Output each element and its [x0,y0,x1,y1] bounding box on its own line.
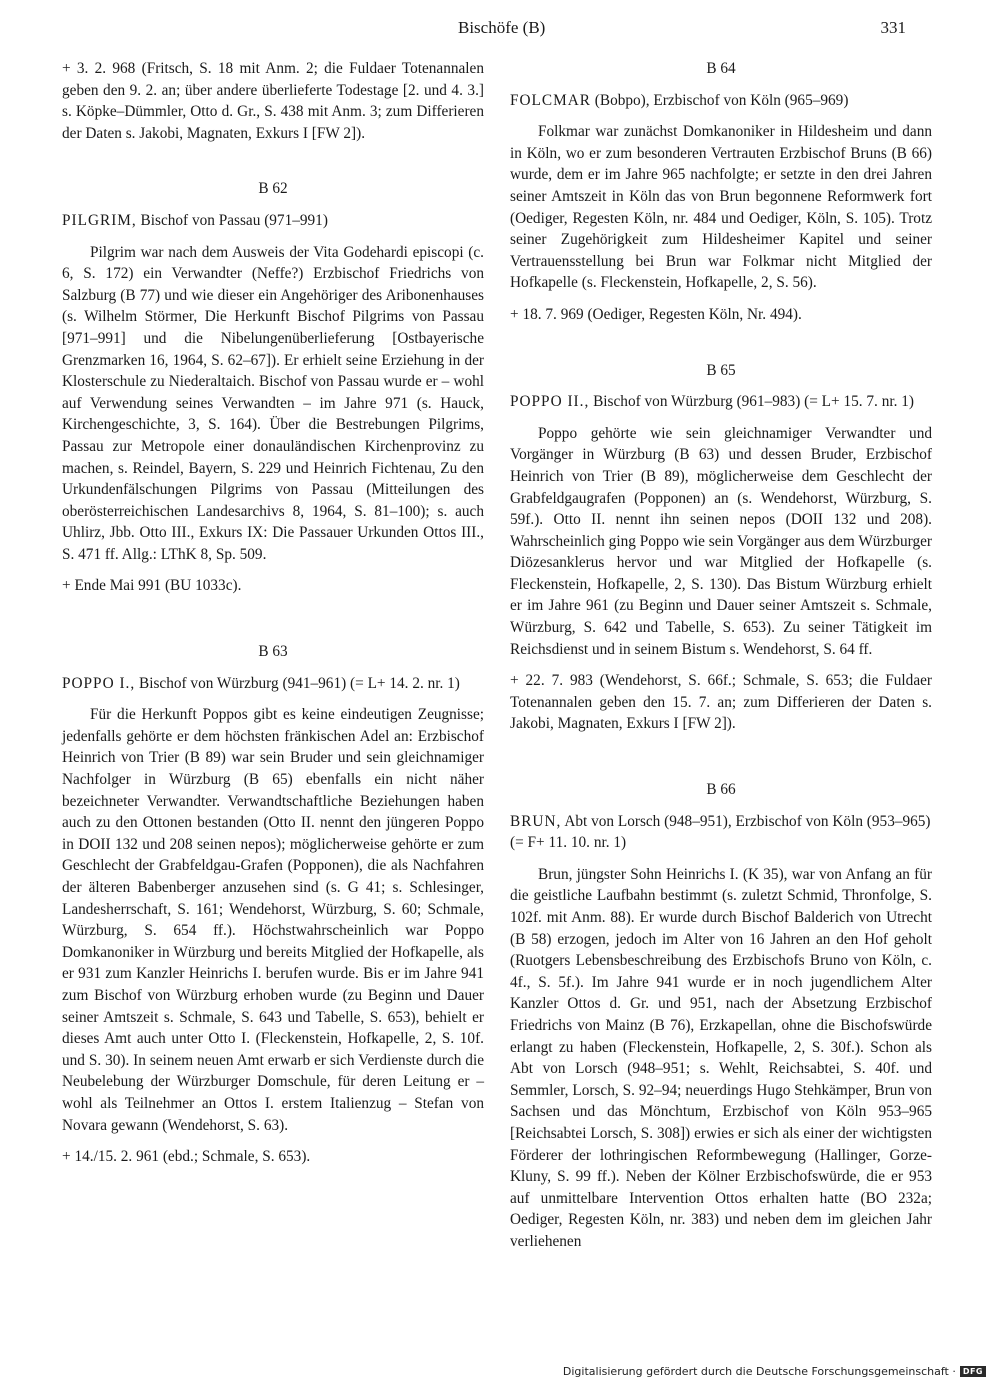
entry-number-b66: B 66 [706,781,736,799]
entry-death-b65: + 22. 7. 983 (Wendehorst, S. 66f.; Schmale, S. 653; die Fuldaer Totenannalen geben den 15. 7. an; zum Differieren der Daten s. Jakobi, Magnaten, Exkurs I [FW 2]). [510,672,932,733]
entry-death-b64: + 18. 7. 969 (Oediger, Regesten Köln, Nr. 494). [510,305,802,323]
running-title: Bischöfe (B) [458,18,546,37]
footer-text: Digitalisierung gefördert durch die Deutsche Forschungsgemeinschaft · [562,1365,956,1378]
entry-body-b65: Poppo gehörte wie sein gleichnamiger Verwandter und Vorgänger in Würzburg (B 63) und dessen Bruder, Erzbischof Heinrich von Trier (B 89), möglicherweise dem Geschlecht der Grabfeldgaugrafen (Popponen) an (s. Wendehorst, Würzburg, S. 59f.). Otto II. nennt ihn seinen nepos (DOII 132 und 208). Wahrscheinlich ging Poppo wie sein Vorgänger aus dem Würzburger Diözesanklerus hervor und war Mitglied der Hofkapelle (s. Fleckenstein, Hofkapelle, 2, S. 130). Das Bistum Würzburg erhielt er im Jahre 961 (zu Beginn und Dauer seiner Amtszeit s. Schmale, Würzburg, S. 642 und Tabelle, S. 653). Zu seiner Tätigkeit im Reichsdienst und in seinem Bistum s. Wendehorst, S. 64 ff. [510,424,932,658]
entry-name-b65: POPPO II., [510,393,590,411]
entry-heading-b64 [510,90,932,112]
entry-title-b63: Bischof von Würzburg (941–961) (= L+ 14. 2. nr. 1) [139,674,460,692]
entry-heading-b63 [62,673,484,695]
entry-heading-b65 [510,391,932,413]
entry-name-b63: POPPO I., [62,674,136,692]
entry-body-b64: Folkmar war zunächst Domkanoniker in Hildesheim und dann in Köln, wo er zum besonderen Vertrauten Erzbischof Bruns (B 66) wurde, dem er im Jahre 965 nachfolgte; er setzte in den drei Jahren seiner Amtszeit in Köln das von Brun begonnene Reformwerk fort (Oediger, Regesten Köln, nr. 484 und Oediger, Köln, S. 105). Trotz seiner Zugehörigkeit zum Hildesheimer Kapitel und seiner Vertrauensstellung bei Brun war Folkmar nicht Mitglied der Hofkapelle (s. Fleckenstein, Hofkapelle, 2, S. 56). [510,123,932,292]
entry-heading-b62 [62,210,484,232]
entry-death-b63: + 14./15. 2. 961 (ebd.; Schmale, S. 653). [62,1148,311,1166]
entry-body-b66: Brun, jüngster Sohn Heinrichs I. (K 35), war von Anfang an für die geistliche Laufbahn bestimmt (s. zuletzt Schmid, Thronfolge, S. 102f. mit Anm. 88). Er wurde durch Bischof Balderich von Utrecht (B 58) erzogen, jedoch im Alter von 16 Jahren an den Hof geholt (Ruotgers Lebensbeschreibung des Erzbischofs Bruno von Köln, c. 4f., S. 5f.). Im Jahre 941 wurde er in noch jugendlichem Alter Kanzler Ottos d. Gr. und 951, nach der Absetzung Erzbischof Friedrichs von Mainz (B 76), Erzkapellan, ohne die Bischofswürde erlangt zu haben (Fleckenstein, Hofkapelle, 2, S. 30f.). Schon als Abt von Lorsch (948–951; s. Wehlt, Reichsabtei, S. 40f. und Semmler, Lorsch, S. 92–94; neuerdings Hugo Stehkämper, Brun von Sachsen und das Mönchtum, Erzbischof von Köln 953–965 [Reichsabtei Lorsch, S. 308]) erwies er sich als einer der wichtigsten Förderer der lothringischen Reformbewegung (Hallinger, Gorze-Kluny, S. 99 ff.). Neben der Kölner Erzbischofswürde, die er 953 auf unmittelbare Intervention Ottos erhalten hatte (BO 232a; Oediger, Regesten Köln, nr. 383) und neben dem im gleichen Jahr verliehenen [510,865,932,1250]
entry-name-b66: BRUN, [510,812,562,830]
entry-death-b62: + Ende Mai 991 (BU 1033c). [62,577,242,595]
entry-number-b64: B 64 [706,60,736,77]
right-column [510,58,932,1263]
entry-title-b64: (Bobpo), Erzbischof von Köln (965–969) [594,91,849,109]
entry-title-b65: Bischof von Würzburg (961–983) (= L+ 15. 7. nr. 1) [593,393,914,411]
entry-title-b62: Bischof von Passau (971–991) [140,211,328,229]
digitization-footer [563,1365,986,1378]
entry-title-b66: Abt von Lorsch (948–951), Erzbischof von Köln (953–965) (= F+ 11. 10. nr. 1) [510,812,931,852]
entry-body-b62: Pilgrim war nach dem Ausweis der Vita Godehardi episcopi (c. 6, S. 172) ein Verwandter (Neffe?) Erzbischof Friedrichs von Salzburg (B 77) und wie dieser ein Angehöriger des Aribonenhauses (s. Wilhelm Störmer, Die Herkunft Bischof Pilgrims von Passau [971–991] und die Nibelungenüberlieferung [Ostbayerische Grenzmarken 16, 1964, S. 62–67]). Er erhielt seine Erziehung in der Klosterschule zu Niederaltaich. Bischof von Passau wurde er – wohl auf Verwendung seines Verwandten – im Jahre 971 (s. Hauck, Kirchengeschichte, 3, S. 164). Über die Bestrebungen Pilgrims, Passau zur Metropole einer donauländischen Kirchenprovinz zu machen, s. Reindel, Bayern, S. 229 und Heinrich Fichtenau, Zu den Urkundenfälschungen Pilgrims von Passau (Mitteilungen des oberösterreichischen Landesarchivs 8, 1964, S. 81–100); s. auch Uhlirz, Jbb. Otto III., Exkurs IX: Die Passauer Urkunden Ottos III., S. 471 ff. Allg.: LThK 8, Sp. 509. [62,243,484,563]
entry-number-b62: B 62 [258,180,288,198]
intro-paragraph: + 3. 2. 968 (Fritsch, S. 18 mit Anm. 2; die Fuldaer Totenannalen geben den 9. 2. an; über andere überlieferte Todestage [2. und 4. 3.] s. Köpke–Dümmler, Otto d. Gr., S. 438 mit Anm. 3; zum Differieren der Daten s. Jakobi, Magnaten, Exkurs I [FW 2]). [62,60,484,142]
page-number: 331 [880,18,906,37]
entry-name-b64: FOLCMAR [510,91,591,109]
entry-body-b63: Für die Herkunft Poppos gibt es keine eindeutigen Zeugnisse; jedenfalls gehörte er dem höchsten fränkischen Adel an: Erzbischof Heinrich von Trier (B 89) war sein Bruder und sein gleichnamiger Nachfolger in Würzburg (B 65) ebenfalls ein nicht näher bezeichneter Verwandter. Verwandtschaftliche Beziehungen haben auch zu den Ottonen bestanden (Otto II. nennt den jüngeren Poppo in DOII 132 und 208 seinen nepos); möglicherweise gehörte er zum Geschlecht der Grabfeldgau-Grafen (Popponen), die als Nachfahren der älteren Babenberger anzusehen sind (s. G 41; s. Schlesinger, Landesherrschaft, S. 161; Wendehorst, Würzburg, S. 60; Schmale, Würzburg, S. 654 ff.). Höchstwahrscheinlich war Poppo Domkanoniker in Würzburg und bereits Mitglied der Hofkapelle, als er 931 zum Kanzler Heinrichs I. berufen wurde. Bis er im Jahre 941 zum Bischof von Würzburg erhoben wurde (zu Beginn und Dauer seiner Amtszeit s. Schmale, S. 643 und Tabelle, S. 653), behielt er dieses Amt auch unter Otto I. (Fleckenstein, Hofkapelle, 2, S. 10f. und S. 30). In seinem neuen Amt erwarb er sich Verdienste durch die Neubelebung der Würzburger Domschule, für deren Leitung er – wohl als Teilnehmer an Ottos I. erstem Italienzug – Stefan von Novara gewann (Wendehorst, S. 63). [62,706,484,1134]
left-column [62,58,484,1178]
entry-number-b65: B 65 [706,361,736,379]
entry-number-b63: B 63 [258,643,288,661]
entry-heading-b66 [510,811,932,854]
dfg-logo-icon: DFG [960,1366,986,1377]
entry-name-b62: PILGRIM, [62,211,137,229]
